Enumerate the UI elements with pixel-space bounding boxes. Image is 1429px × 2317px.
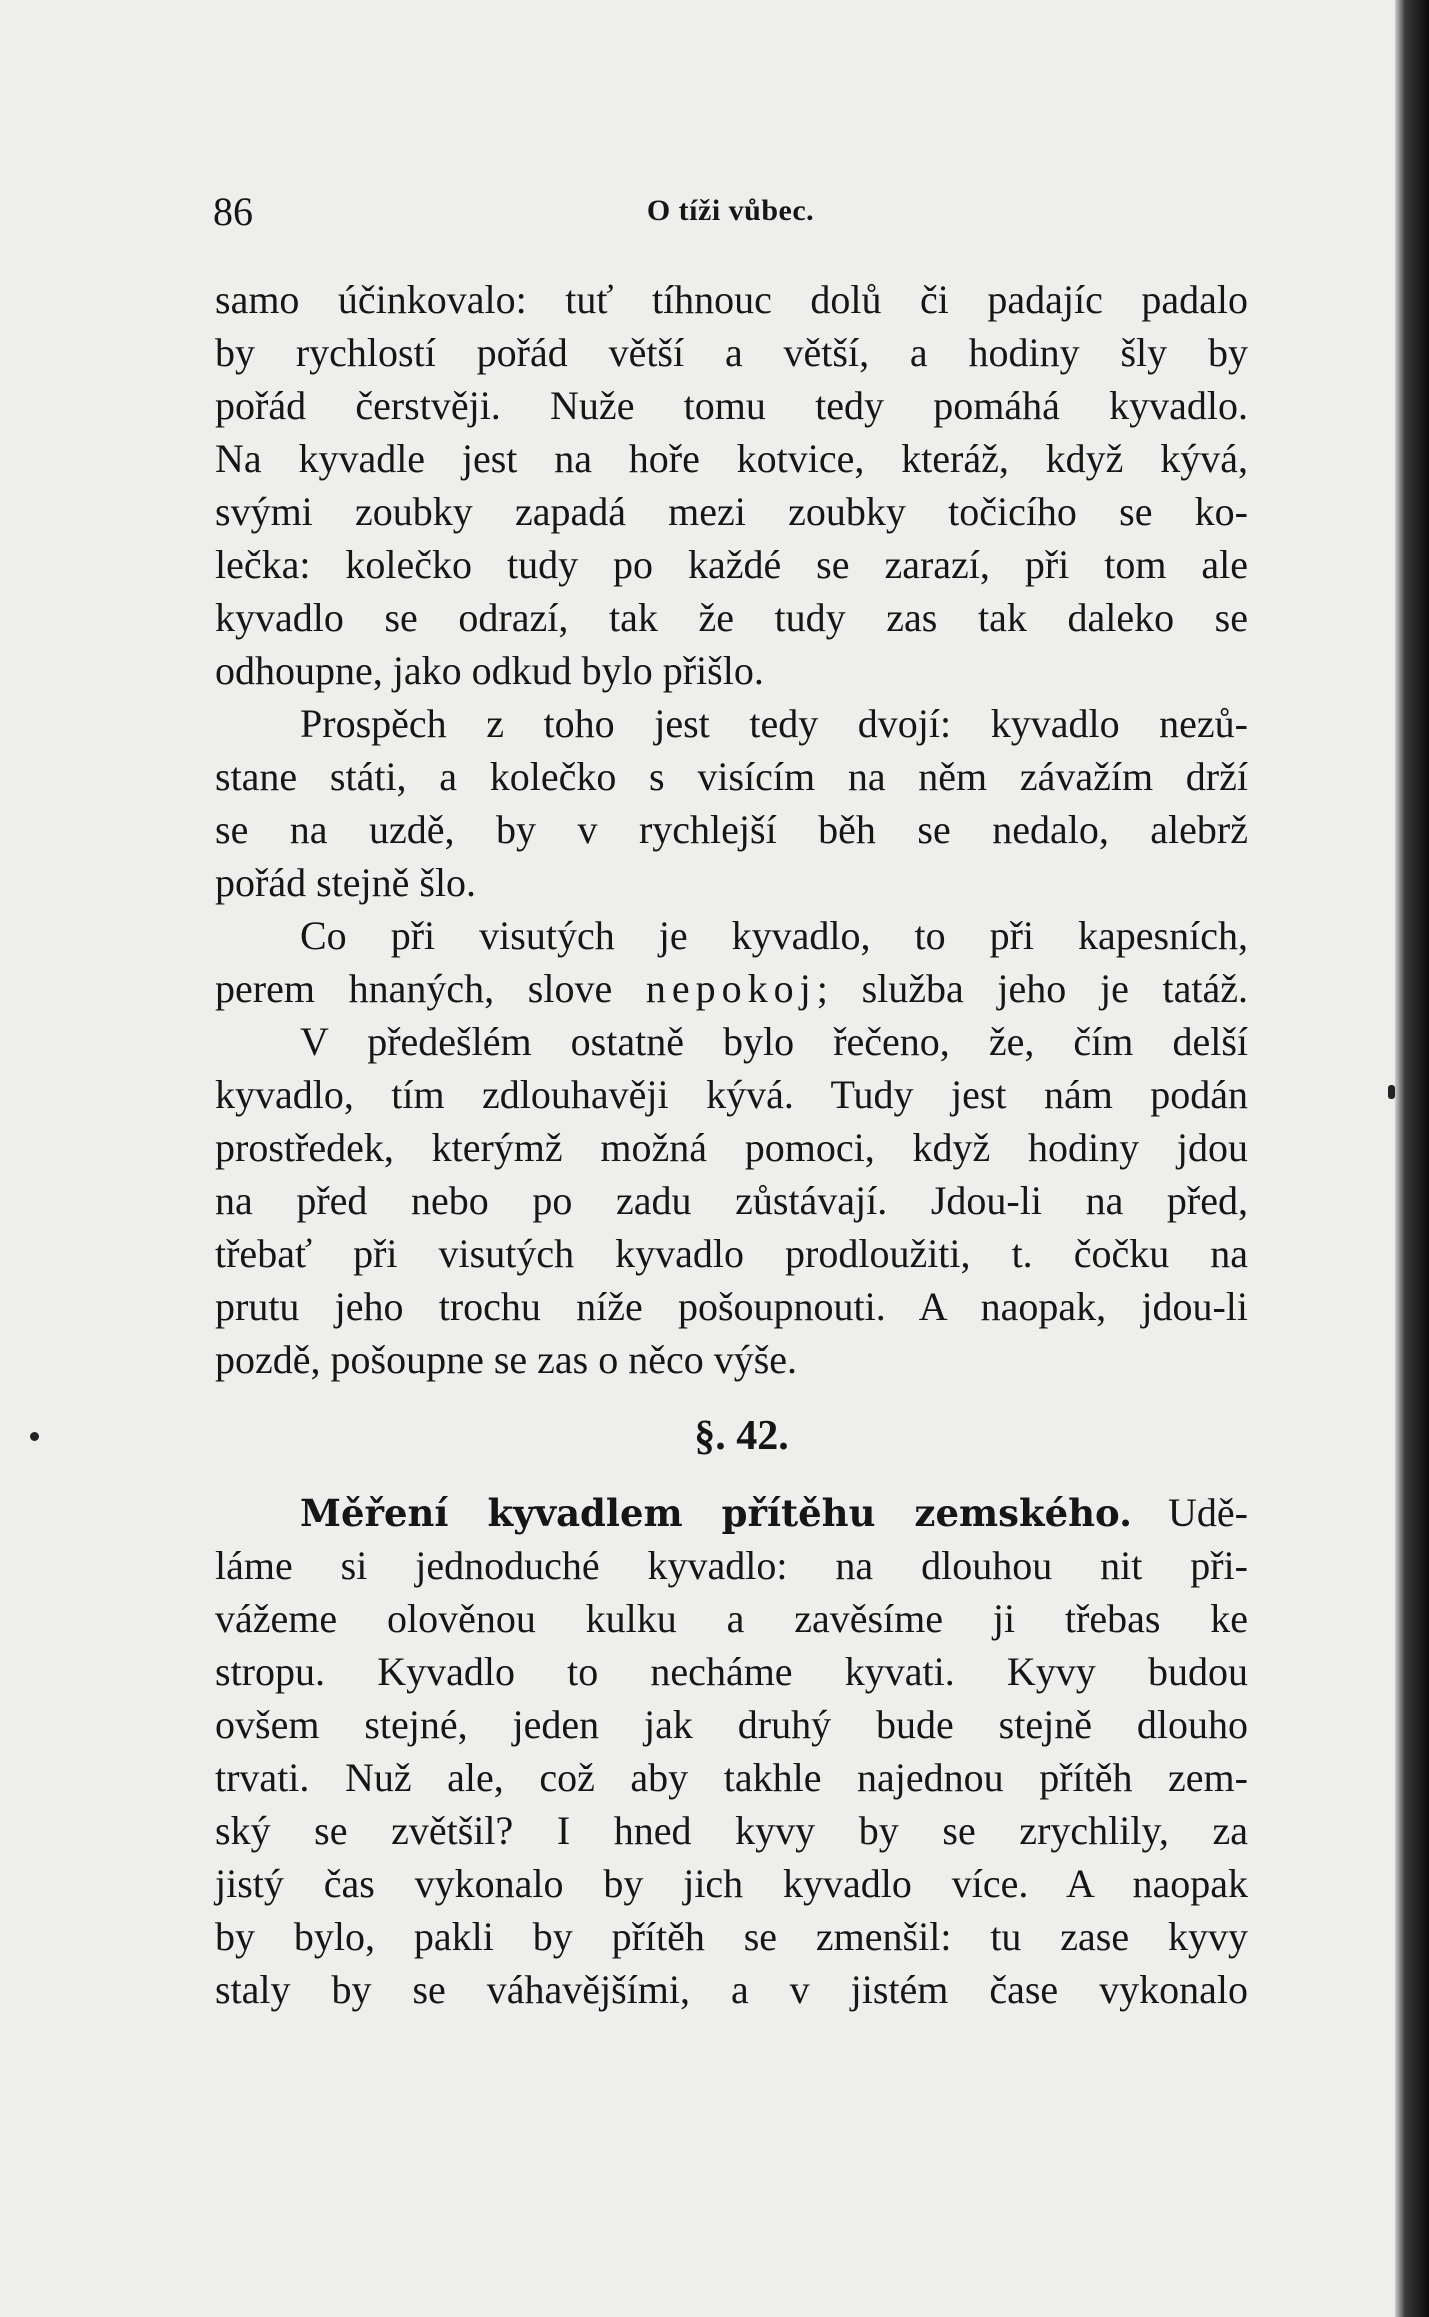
text-line: svými zoubky zapadá mezi zoubky točicího se ko- (215, 489, 1248, 534)
text-line: na před nebo po zadu zůstávají. Jdou-li na před, (215, 1178, 1248, 1223)
text-line: třebať při visutých kyvadlo prodloužiti, t. čočku na (215, 1231, 1248, 1276)
text-line: pozdě, pošoupne se zas o něco výše. (215, 1337, 798, 1382)
text-line: by rychlostí pořád větší a větší, a hodiny šly by (215, 330, 1248, 375)
text-line: láme si jednoduché kyvadlo: na dlouhou nit při- (215, 1543, 1248, 1588)
text-line: se na uzdě, by v rychlejší běh se nedalo, alebrž (215, 807, 1248, 852)
text-line: prostředek, kterýmž možná pomoci, když hodiny jdou (215, 1125, 1248, 1170)
text-line (215, 962, 1248, 1015)
body-text (215, 273, 1248, 2016)
text-line: Co při visutých je kyvadlo, to při kapesních, (300, 913, 1248, 958)
text-line: ovšem stejné, jeden jak druhý bude stejně dlouho (215, 1702, 1248, 1747)
text-run: perem hnaných, slove (215, 966, 646, 1011)
spaced-term: nepokoj (645, 966, 817, 1011)
text-run: ; služba jeho je tatáž. (816, 966, 1248, 1011)
text-line: pořád čerstvěji. Nuže tomu tedy pomáhá kyvadlo. (215, 383, 1248, 428)
text-line: pořád stejně šlo. (215, 860, 477, 905)
text-line: samo účinkovalo: tuť tíhnouc dolů či padajíc padalo (215, 277, 1248, 322)
text-line: Na kyvadle jest na hoře kotvice, kteráž, když kývá, (215, 436, 1248, 481)
running-head: O tíži vůbec. (646, 194, 815, 227)
text-line: V předešlém ostatně bylo řečeno, že, čím delší (300, 1019, 1248, 1064)
text-run: Udě- (1131, 1490, 1248, 1535)
text-line: prutu jeho trochu níže pošoupnouti. A naopak, jdou-li (215, 1284, 1248, 1329)
section-title: §. 42. (694, 1413, 789, 1459)
page-header (213, 188, 1248, 240)
print-speck (30, 1432, 39, 1441)
paragraph-heading: Měření kyvadlem přítěhu zemského. (300, 1491, 1132, 1535)
text-line: stane státi, a kolečko s visícím na něm závažím drží (215, 754, 1248, 799)
text-line: staly by se váhavějšími, a v jistém čase vykonalo (215, 1967, 1248, 2012)
page-number: 86 (213, 189, 253, 234)
text-line: trvati. Nuž ale, což aby takhle najednou přítěh zem- (215, 1755, 1248, 1800)
text-line: lečka: kolečko tudy po každé se zarazí, při tom ale (215, 542, 1248, 587)
text-line: vážeme olověnou kulku a zavěsíme ji třebas ke (215, 1596, 1248, 1641)
text-line: by bylo, pakli by přítěh se zmenšil: tu zase kyvy (215, 1914, 1248, 1959)
text-line: kyvadlo, tím zdlouhavěji kývá. Tudy jest nám podán (215, 1072, 1248, 1117)
page-edge-shadow (1395, 0, 1429, 2317)
text-line: odhoupne, jako odkud bylo přišlo. (215, 648, 764, 693)
text-line: Prospěch z toho jest tedy dvojí: kyvadlo nezů- (300, 701, 1248, 746)
text-line (215, 1486, 1248, 1539)
print-speck (1388, 1085, 1395, 1099)
text-line: ský se zvětšil? I hned kyvy by se zrychlily, za (215, 1808, 1248, 1853)
text-line: jistý čas vykonalo by jich kyvadlo více. A naopak (215, 1861, 1248, 1906)
text-line: stropu. Kyvadlo to necháme kyvati. Kyvy budou (215, 1649, 1248, 1694)
text-line: kyvadlo se odrazí, tak že tudy zas tak daleko se (215, 595, 1248, 640)
